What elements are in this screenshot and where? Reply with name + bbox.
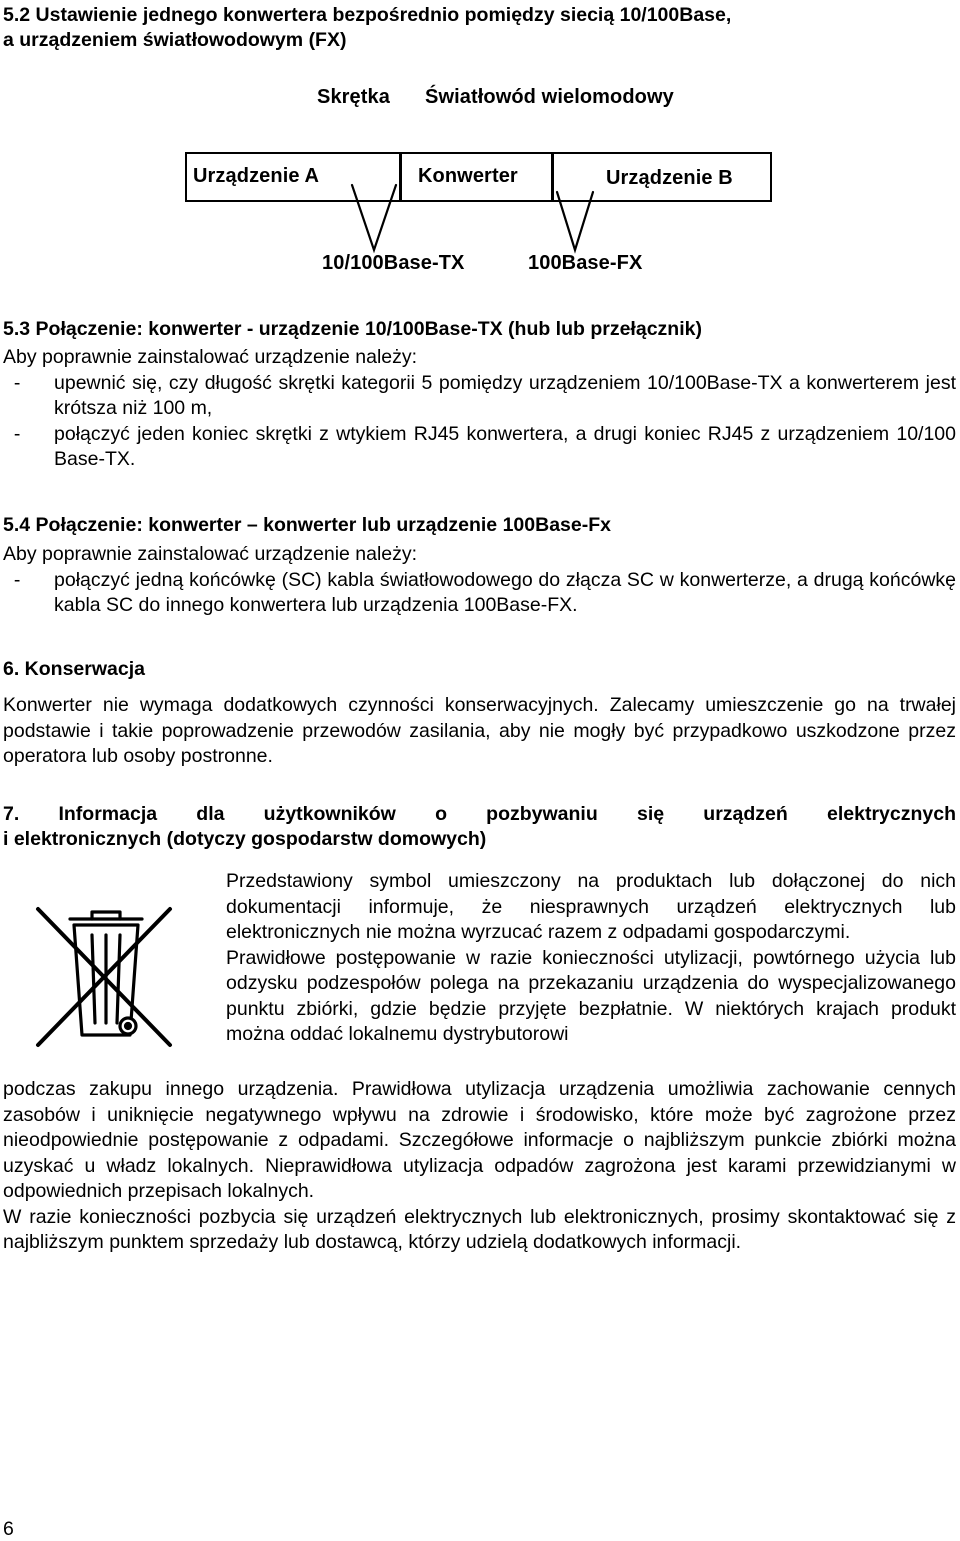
section-5-3-item-2: połączyć jeden koniec skrętki z wtykiem RJ45 konwertera, a drugi koniec RJ45 z urządzeniem 10/100 Base-TX. — [54, 422, 956, 470]
section-7-para2-indented: Prawidłowe postępowanie w razie konieczności utylizacji, powtórnego użycia lub odzysku podzespołów polega na przekazaniu urządzenia do wyspecjalizowanego punktu zbiórki, gdzie będzie przyjęte bezpłatnie. W niektórych krajach produkt można oddać lokalnemu dystrybutorowi — [226, 946, 956, 1045]
arrow-right-fx — [557, 192, 593, 250]
section-7-title-line1: 7. Informacja dla użytkowników o pozbywaniu się urządzeń elektrycznych — [3, 803, 956, 825]
section-5-4 — [3, 513, 956, 619]
page-number: 6 — [3, 1518, 14, 1540]
section-5-4-intro: Aby poprawnie zainstalować urządzenie należy: — [3, 543, 418, 565]
section-6-title: 6. Konserwacja — [3, 658, 145, 680]
section-6 — [3, 657, 956, 770]
section-7-para1: Przedstawiony symbol umieszczony na produktach lub dołączonej do nich dokumentacji informuje, że niesprawnych urządzeń elektrycznych lub elektronicznych nie można wyrzucać razem z odpadami gospodarczymi. — [226, 870, 956, 943]
section-7-para2-full: podczas zakupu innego urządzenia. Prawidłowa utylizacja urządzenia umożliwia zachowanie cennych zasobów i uniknięcie negatywnego wpływu na zdrowie i środowisko, które może być zagrożone przez nieodpowiednie postępowanie z odpadami. Szczegółowe informacje o najbliższym punkcie zbiórki można uzyskać u władz lokalnych. Nieprawidłowa utylizacja odpadów zagrożona jest karami przewidzianymi w odpowiednich przepisach lokalnych. — [3, 1078, 956, 1202]
section-5-4-item-1: połączyć jedną końcówkę (SC) kabla światłowodowego do złącza SC w konwerterze, a drugą końcówkę kabla SC do innego konwertera lub urządzenia 100Base-FX. — [54, 568, 956, 616]
diagram-box-b: Urządzenie B — [606, 167, 733, 189]
section-5-2-title-line2: a urządzeniem światłowodowym (FX) — [3, 29, 347, 51]
section-7-para3: W razie konieczności pozbycia się urządzeń elektrycznych lub elektronicznych, prosimy skontaktować się z najbliższym punktem sprzedaży lub dostawcą, którzy udzielą dodatkowych informacji. — [3, 1205, 956, 1253]
section-7-title-line2: i elektronicznych (dotyczy gospodarstw domowych) — [3, 828, 487, 850]
list-item: - połączyć jedną końcówkę (SC) kabla światłowodowego do złącza SC w konwerterze, a drugą końcówkę kabla SC do innego konwertera lub urządzenia 100Base-FX. — [3, 568, 956, 619]
weee-crossed-bin-icon — [30, 895, 180, 1055]
diagram-box-a: Urządzenie A — [193, 165, 320, 187]
diagram-arrows — [0, 0, 960, 300]
diagram-label-tx: 10/100Base-TX — [322, 252, 465, 274]
section-5-2-title-line1: 5.2 Ustawienie jednego konwertera bezpośrednio pomiędzy siecią 10/100Base, — [3, 4, 732, 26]
section-5-3-title: 5.3 Połączenie: konwerter - urządzenie 10/100Base-TX (hub lub przełącznik) — [3, 318, 702, 340]
section-7-para1-block — [226, 869, 956, 1048]
section-5-3-item-1: upewnić się, czy długość skrętki kategorii 5 pomiędzy urządzeniem 10/100Base-TX a konwerterem jest krótsza niż 100 m, — [54, 371, 956, 419]
diagram-label-swiatlowod: Światłowód wielomodowy — [425, 86, 674, 108]
section-7-heading — [3, 802, 956, 852]
section-7-para2-block — [3, 1077, 956, 1256]
section-6-body: Konwerter nie wymaga dodatkowych czynności konserwacyjnych. Zalecamy umieszczenie go na trwałej podstawie i takie poprowadzenie przewodów zasilania, aby nie mogły być przypadkowo uszkodzone przez operatora lub osoby postronne. — [3, 694, 956, 767]
diagram-box-konwerter: Konwerter — [418, 165, 518, 187]
arrow-left-tx — [352, 185, 396, 250]
section-5-4-title: 5.4 Połączenie: konwerter – konwerter lub urządzenie 100Base-Fx — [3, 514, 611, 536]
section-5-3 — [3, 317, 956, 473]
section-5-3-intro: Aby poprawnie zainstalować urządzenie należy: — [3, 346, 418, 368]
list-item: - upewnić się, czy długość skrętki kategorii 5 pomiędzy urządzeniem 10/100Base-TX a konwerterem jest krótsza niż 100 m, — [3, 371, 956, 422]
connection-diagram — [0, 0, 960, 300]
diagram-label-skretka: Skrętka — [317, 86, 390, 108]
list-item: - połączyć jeden koniec skrętki z wtykiem RJ45 konwertera, a drugi koniec RJ45 z urządzeniem 10/100 Base-TX. — [3, 422, 956, 473]
diagram-label-fx: 100Base-FX — [528, 252, 643, 274]
